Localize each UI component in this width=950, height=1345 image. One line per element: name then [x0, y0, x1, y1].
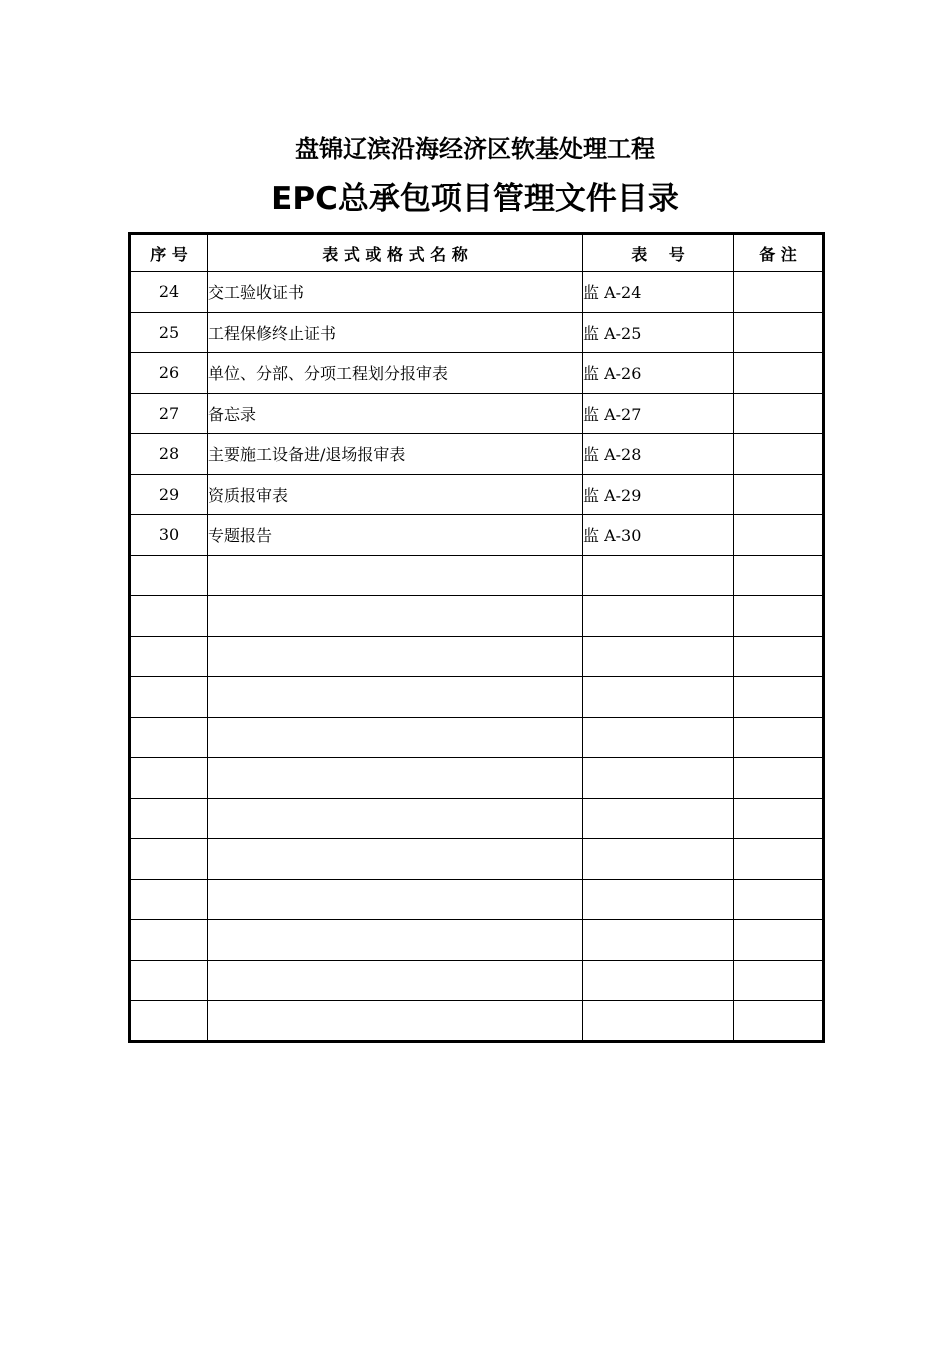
row-form-name: 资质报审表 — [208, 474, 583, 515]
row-form-name: 交工验收证书 — [208, 272, 583, 313]
row-form-code: 监 A-26 — [583, 353, 734, 394]
row-remarks — [734, 717, 824, 758]
header-remarks: 备 注 — [734, 234, 824, 272]
row-remarks — [734, 353, 824, 394]
row-form-code — [583, 798, 734, 839]
row-form-name: 备忘录 — [208, 393, 583, 434]
table-row — [130, 272, 824, 313]
row-remarks — [734, 636, 824, 677]
row-form-name: 工程保修终止证书 — [208, 312, 583, 353]
row-serial-number: 27 — [130, 393, 208, 434]
row-remarks — [734, 272, 824, 313]
row-serial-number — [130, 1001, 208, 1042]
row-remarks — [734, 393, 824, 434]
row-form-name — [208, 717, 583, 758]
table-row — [130, 1001, 824, 1042]
row-form-code — [583, 879, 734, 920]
row-form-code: 监 A-24 — [583, 272, 734, 313]
row-form-code — [583, 677, 734, 718]
row-form-code: 监 A-25 — [583, 312, 734, 353]
row-serial-number — [130, 879, 208, 920]
table-row — [130, 434, 824, 475]
table-row — [130, 677, 824, 718]
table-header-row — [130, 234, 824, 272]
row-form-code: 监 A-30 — [583, 515, 734, 556]
row-serial-number — [130, 798, 208, 839]
table-row — [130, 474, 824, 515]
row-remarks — [734, 677, 824, 718]
table-row — [130, 636, 824, 677]
row-serial-number — [130, 920, 208, 961]
document-subtitle: EPC总承包项目管理文件目录 — [271, 181, 679, 217]
row-form-name — [208, 798, 583, 839]
table-body — [130, 272, 824, 1042]
header-serial-number: 序 号 — [130, 234, 208, 272]
table-row — [130, 879, 824, 920]
row-serial-number: 24 — [130, 272, 208, 313]
table-row — [130, 717, 824, 758]
row-remarks — [734, 555, 824, 596]
row-form-name: 主要施工设备进/退场报审表 — [208, 434, 583, 475]
row-serial-number — [130, 839, 208, 880]
row-form-code: 监 A-28 — [583, 434, 734, 475]
row-form-name — [208, 758, 583, 799]
row-remarks — [734, 1001, 824, 1042]
header-form-code: 表 号 — [583, 234, 734, 272]
row-remarks — [734, 596, 824, 637]
row-form-name — [208, 555, 583, 596]
row-form-name — [208, 677, 583, 718]
row-form-code — [583, 636, 734, 677]
table-row — [130, 596, 824, 637]
table-row — [130, 758, 824, 799]
row-form-name — [208, 879, 583, 920]
row-form-name — [208, 960, 583, 1001]
row-serial-number: 30 — [130, 515, 208, 556]
row-remarks — [734, 920, 824, 961]
row-form-name — [208, 839, 583, 880]
row-serial-number — [130, 555, 208, 596]
table-row — [130, 920, 824, 961]
row-remarks — [734, 515, 824, 556]
row-serial-number — [130, 717, 208, 758]
table-row — [130, 555, 824, 596]
row-serial-number — [130, 596, 208, 637]
row-form-code — [583, 839, 734, 880]
row-serial-number: 26 — [130, 353, 208, 394]
row-form-code — [583, 555, 734, 596]
row-remarks — [734, 474, 824, 515]
table-row — [130, 312, 824, 353]
table-row — [130, 839, 824, 880]
row-remarks — [734, 960, 824, 1001]
row-remarks — [734, 879, 824, 920]
row-remarks — [734, 434, 824, 475]
row-serial-number — [130, 677, 208, 718]
row-form-code — [583, 717, 734, 758]
row-form-name — [208, 1001, 583, 1042]
table-row — [130, 798, 824, 839]
row-form-code — [583, 920, 734, 961]
document-title: 盘锦辽滨沿海经济区软基处理工程 — [295, 135, 655, 163]
row-remarks — [734, 758, 824, 799]
row-serial-number: 25 — [130, 312, 208, 353]
header-form-name: 表 式 或 格 式 名 称 — [208, 234, 583, 272]
row-form-code: 监 A-29 — [583, 474, 734, 515]
row-serial-number — [130, 636, 208, 677]
row-serial-number: 28 — [130, 434, 208, 475]
row-serial-number: 29 — [130, 474, 208, 515]
row-remarks — [734, 798, 824, 839]
row-form-code: 监 A-27 — [583, 393, 734, 434]
row-form-code — [583, 758, 734, 799]
row-remarks — [734, 839, 824, 880]
table-row — [130, 353, 824, 394]
catalog-table — [128, 232, 825, 1043]
row-form-name — [208, 920, 583, 961]
row-form-code — [583, 596, 734, 637]
row-form-name — [208, 636, 583, 677]
row-serial-number — [130, 960, 208, 1001]
table-row — [130, 960, 824, 1001]
table-row — [130, 515, 824, 556]
row-remarks — [734, 312, 824, 353]
row-form-name: 专题报告 — [208, 515, 583, 556]
row-form-name — [208, 596, 583, 637]
row-form-code — [583, 1001, 734, 1042]
row-form-code — [583, 960, 734, 1001]
table-row — [130, 393, 824, 434]
row-form-name: 单位、分部、分项工程划分报审表 — [208, 353, 583, 394]
row-serial-number — [130, 758, 208, 799]
